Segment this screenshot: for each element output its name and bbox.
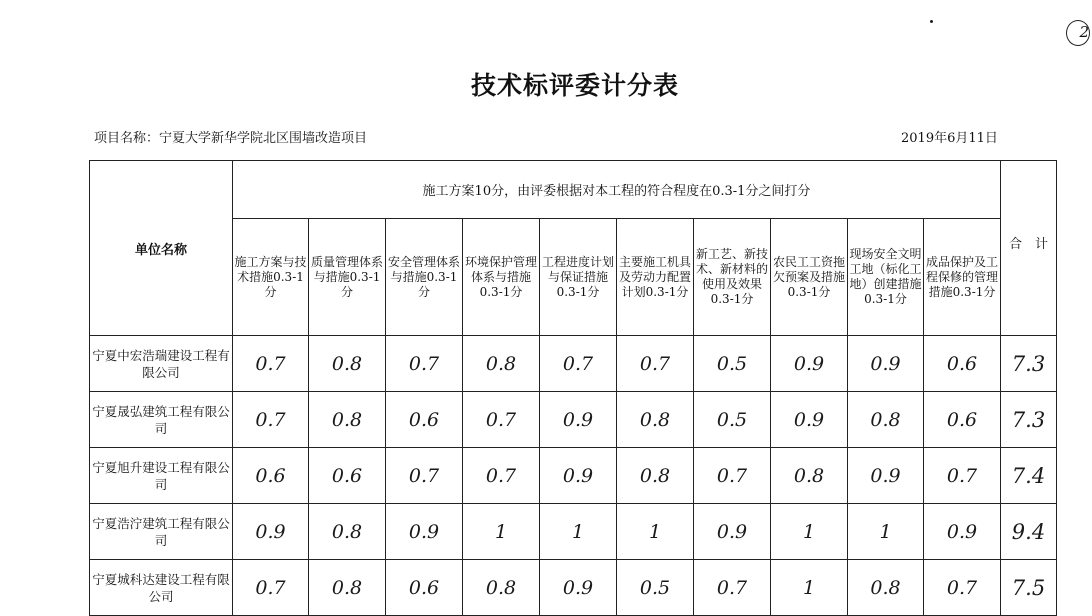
score-cell: 0.7 — [233, 392, 309, 448]
score-cell: 0.8 — [309, 392, 386, 448]
project-name: 项目名称：宁夏大学新华学院北区围墙改造项目 — [94, 131, 368, 146]
criterion-header: 质量管理体系与措施0.3-1分 — [309, 219, 386, 336]
score-cell: 0.9 — [924, 504, 1001, 560]
criterion-header: 环境保护管理体系与措施0.3-1分 — [463, 219, 540, 336]
score-cell: 0.8 — [617, 392, 694, 448]
score-cell: 1 — [463, 504, 540, 560]
criterion-header: 施工方案与技术措施0.3-1分 — [233, 219, 309, 336]
score-cell: 0.9 — [848, 448, 924, 504]
criterion-header: 农民工工资拖欠预案及措施0.3-1分 — [771, 219, 848, 336]
score-cell: 0.8 — [463, 560, 540, 616]
score-cell: 1 — [540, 504, 617, 560]
criterion-header: 安全管理体系与措施0.3-1分 — [386, 219, 463, 336]
score-cell: 0.5 — [617, 560, 694, 616]
unit-name-cell: 宁夏旭升建设工程有限公司 — [90, 448, 233, 504]
score-cell: 0.9 — [540, 392, 617, 448]
score-cell: 0.7 — [694, 448, 771, 504]
scan-speck — [930, 20, 933, 23]
unit-name-cell: 宁夏中宏浩瑞建设工程有限公司 — [90, 336, 233, 392]
score-cell: 0.9 — [386, 504, 463, 560]
score-cell: 0.9 — [771, 392, 848, 448]
score-cell: 0.7 — [540, 336, 617, 392]
table-row — [90, 504, 1057, 560]
page-number-mark: 2 — [1066, 20, 1090, 46]
total-header: 合 计 — [1001, 161, 1057, 336]
score-cell: 0.9 — [694, 504, 771, 560]
score-cell: 0.8 — [309, 560, 386, 616]
score-cell: 0.8 — [309, 504, 386, 560]
score-cell: 0.6 — [233, 448, 309, 504]
score-cell: 0.7 — [924, 560, 1001, 616]
criterion-header: 主要施工机具及劳动力配置计划0.3-1分 — [617, 219, 694, 336]
unit-name-cell: 宁夏城科达建设工程有限公司 — [90, 560, 233, 616]
score-cell: 0.8 — [848, 392, 924, 448]
score-cell: 0.8 — [771, 448, 848, 504]
unit-name-cell: 宁夏晟弘建筑工程有限公司 — [90, 392, 233, 448]
score-cell: 0.8 — [463, 336, 540, 392]
table-row — [90, 392, 1057, 448]
criterion-header: 新工艺、新技术、新材料的使用及效果0.3-1分 — [694, 219, 771, 336]
score-cell: 0.9 — [233, 504, 309, 560]
score-cell: 0.7 — [386, 336, 463, 392]
score-cell: 0.5 — [694, 336, 771, 392]
score-cell: 0.7 — [233, 560, 309, 616]
score-cell: 0.9 — [540, 560, 617, 616]
score-cell: 0.7 — [463, 392, 540, 448]
score-cell: 0.7 — [694, 560, 771, 616]
score-cell: 1 — [617, 504, 694, 560]
total-cell: 7.3 — [1001, 392, 1057, 448]
criterion-header: 成品保护及工程保修的管理措施0.3-1分 — [924, 219, 1001, 336]
total-cell: 7.4 — [1001, 448, 1057, 504]
total-cell: 9.4 — [1001, 504, 1057, 560]
score-cell: 1 — [848, 504, 924, 560]
total-cell: 7.3 — [1001, 336, 1057, 392]
score-cell: 1 — [771, 560, 848, 616]
unit-name-header: 单位名称 — [90, 161, 233, 336]
score-cell: 0.7 — [233, 336, 309, 392]
score-cell: 0.6 — [386, 560, 463, 616]
table-row — [90, 560, 1057, 616]
score-cell: 0.6 — [309, 448, 386, 504]
table-row — [90, 336, 1057, 392]
table-row — [90, 448, 1057, 504]
score-cell: 0.7 — [463, 448, 540, 504]
score-cell: 0.7 — [924, 448, 1001, 504]
criterion-header: 工程进度计划与保证措施0.3-1分 — [540, 219, 617, 336]
score-cell: 0.7 — [386, 448, 463, 504]
score-cell: 0.9 — [848, 336, 924, 392]
score-table — [89, 160, 1057, 616]
document-date: 2019年6月11日 — [901, 131, 998, 146]
unit-name-cell: 宁夏浩泞建筑工程有限公司 — [90, 504, 233, 560]
score-cell: 0.6 — [386, 392, 463, 448]
score-cell: 0.9 — [771, 336, 848, 392]
score-cell: 0.7 — [617, 336, 694, 392]
criterion-header: 现场安全文明工地（标化工地）创建措施0.3-1分 — [848, 219, 924, 336]
page-title: 技术标评委计分表 — [470, 71, 679, 100]
score-cell: 0.6 — [924, 336, 1001, 392]
score-cell: 0.8 — [617, 448, 694, 504]
score-cell: 0.8 — [848, 560, 924, 616]
total-cell: 7.5 — [1001, 560, 1057, 616]
scoring-rule-header: 施工方案10分，由评委根据对本工程的符合程度在0.3-1分之间打分 — [233, 161, 1001, 219]
score-cell: 0.8 — [309, 336, 386, 392]
score-cell: 0.6 — [924, 392, 1001, 448]
score-cell: 1 — [771, 504, 848, 560]
score-cell: 0.9 — [540, 448, 617, 504]
score-cell: 0.5 — [694, 392, 771, 448]
